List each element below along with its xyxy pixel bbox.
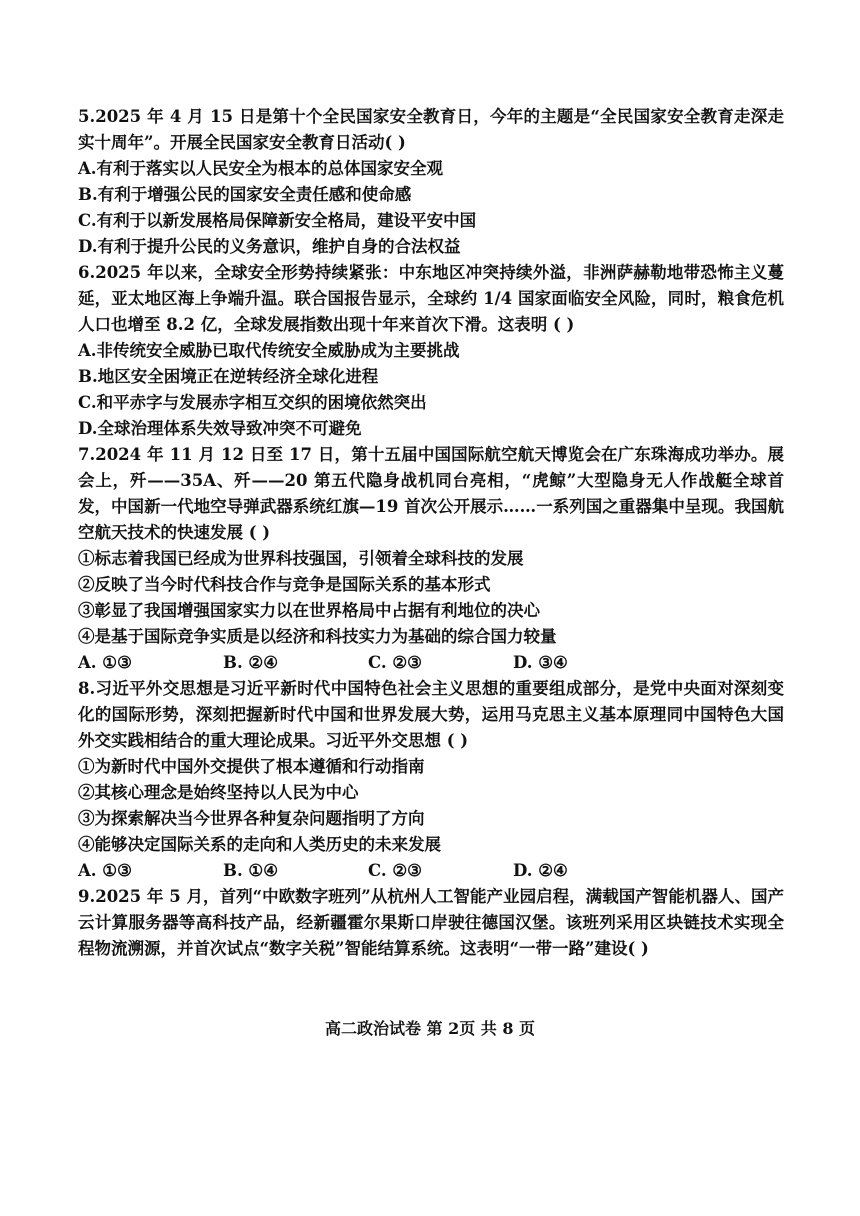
- question-6-option-b: B.地区安全困境正在逆转经济全球化进程: [78, 367, 379, 386]
- page-footer: 高二政治试卷 第 2页 共 8 页: [324, 1019, 536, 1038]
- question-8-choice-a: A. ①③: [78, 861, 132, 880]
- question-7-item-4: ④是基于国际竞争实质是以经济和科技实力为基础的综合国力较量: [78, 627, 557, 646]
- question-8-stem: 8.习近平外交思想是习近平新时代中国特色社会主义思想的重要组成部分，是党中央面对深刻变化的国际形势，深刻把握新时代中国和世界发展大势，运用马克思主义基本原理同中国特色大国外交实践相结合的重大理论成果。习近平外交思想 ( ): [78, 679, 784, 750]
- question-8-choices: [78, 858, 784, 884]
- question-5-option-a: A.有利于落实以人民安全为根本的总体国家安全观: [78, 159, 444, 178]
- question-9-stem: 9.2025 年 5 月，首列“中欧数字班列”从杭州人工智能产业园启程，满载国产智能机器人、国产云计算服务器等高科技产品，经新疆霍尔果斯口岸驶往德国汉堡。该班列采用区块链技术实现全程物流溯源，并首次试点“数字关税”智能结算系统。这表明“一带一路”建设( ): [78, 887, 784, 958]
- question-5-option-c: C.有利于以新发展格局保障新安全格局，建设平安中国: [78, 211, 477, 230]
- question-7-choice-d: D. ③④: [513, 653, 568, 672]
- question-5-option-d: D.有利于提升公民的义务意识，维护自身的合法权益: [78, 237, 461, 256]
- question-7-choice-a: A. ①③: [78, 653, 132, 672]
- exam-page: [78, 104, 784, 962]
- question-7-choice-b: B. ②④: [223, 653, 279, 672]
- question-8-item-4: ④能够决定国际关系的走向和人类历史的未来发展: [78, 835, 441, 854]
- question-5-option-b: B.有利于增强公民的国家安全责任感和使命感: [78, 185, 412, 204]
- question-7-item-1: ①标志着我国已经成为世界科技强国，引领着全球科技的发展: [78, 549, 524, 568]
- question-6-stem: 6.2025 年以来，全球安全形势持续紧张：中东地区冲突持续外溢，非洲萨赫勒地带恐怖主义蔓延，亚太地区海上争端升温。联合国报告显示，全球约 1/4 国家面临安全风险，同时，粮食危机人口也增至 8.2 亿，全球发展指数出现十年来首次下滑。这表明 ( ): [78, 263, 784, 334]
- question-8-choice-d: D. ②④: [513, 861, 568, 880]
- question-7-choices: [78, 650, 784, 676]
- question-8-item-3: ③为探索解决当今世界各种复杂问题指明了方向: [78, 809, 425, 828]
- question-8-item-1: ①为新时代中国外交提供了根本遵循和行动指南: [78, 757, 425, 776]
- question-5-stem: 5.2025 年 4 月 15 日是第十个全民国家安全教育日，今年的主题是“全民国家安全教育走深走实十周年”。开展全民国家安全教育日活动( ): [78, 107, 784, 152]
- question-7-item-3: ③彰显了我国增强国家实力以在世界格局中占据有利地位的决心: [78, 601, 540, 620]
- question-7-stem: 7.2024 年 11 月 12 日至 17 日，第十五届中国国际航空航天博览会在广东珠海成功举办。展会上，歼——35A、歼——20 第五代隐身战机同台亮相，“虎鲸”大型隐身无人作战艇全球首发，中国新一代地空导弹武器系统红旗—19 首次公开展示……一系列国之重器集中呈现。我国航空航天技术的快速发展 ( ): [78, 445, 784, 542]
- question-8-choice-b: B. ①④: [223, 861, 279, 880]
- question-6-option-d: D.全球治理体系失效导致冲突不可避免: [78, 419, 362, 438]
- question-6-option-a: A.非传统安全威胁已取代传统安全威胁成为主要挑战: [78, 341, 460, 360]
- question-7-item-2: ②反映了当今时代科技合作与竞争是国际关系的基本形式: [78, 575, 491, 594]
- question-8-choice-c: C. ②③: [368, 861, 422, 880]
- question-8-item-2: ②其核心理念是始终坚持以人民为中心: [78, 783, 359, 802]
- question-7-choice-c: C. ②③: [368, 653, 422, 672]
- question-6-option-c: C.和平赤字与发展赤字相互交织的困境依然突出: [78, 393, 427, 412]
